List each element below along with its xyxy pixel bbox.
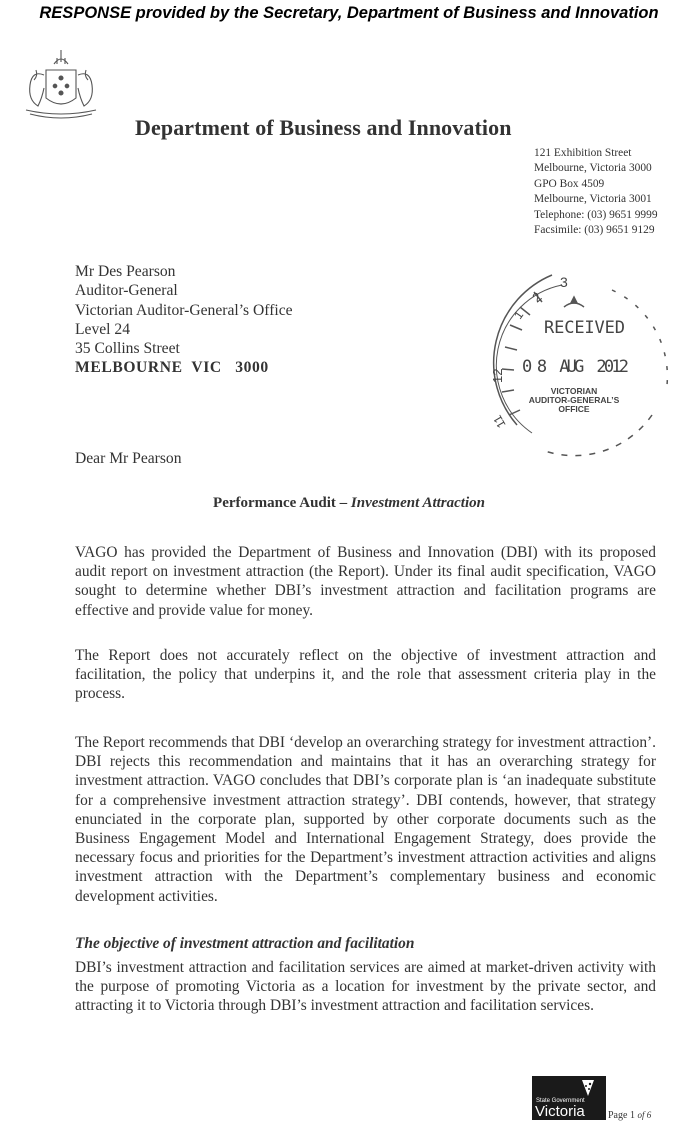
- body-paragraph: The Report recommends that DBI ‘develop an overarching strategy for investment attraction’. DBI rejects this recommendation and maintains that it has an overarching strategy for investment attraction. VAGO concludes that DBI’s corporate plan is ‘an inadequate substitute for a comprehensive investment attraction strategy’. DBI contends, however, that strategy enunciated in the corporate plan, supported by other corporate documents such as the Business Engagement Model and International Engagement Strategy, does provide the necessary focus and priorities for the Department’s investment attraction activities and aligns investment attraction with the Department’s complementary business and economic development activities.: [75, 734, 656, 905]
- logo-small-text: State Government: [536, 1098, 585, 1104]
- address-line: GPO Box 4509: [534, 177, 605, 190]
- response-banner: RESPONSE provided by the Secretary, Department of Business and Innovation: [39, 4, 659, 22]
- stamp-org-line: OFFICE: [558, 404, 590, 414]
- stamp-received: RECEIVED: [544, 318, 624, 338]
- page-label: Page 1: [608, 1110, 635, 1121]
- recipient-line: Mr Des Pearson: [75, 263, 176, 280]
- stamp-org-line: VICTORIAN: [550, 386, 598, 396]
- coat-of-arms-logo: [16, 40, 106, 122]
- recipient-line: Victorian Auditor-General’s Office: [75, 301, 293, 319]
- victoria-government-logo: [532, 1076, 606, 1120]
- logo-word: Victoria: [535, 1103, 585, 1120]
- subject-title: Investment Attraction: [350, 495, 485, 511]
- address-line: 121 Exhibition Street: [534, 147, 632, 159]
- stamp-dial-number: 1: [510, 308, 527, 322]
- department-title: Department of Business and Innovation: [135, 115, 512, 140]
- stamp-dial-number: 2: [529, 289, 545, 306]
- stamp-org-line: AUDITOR-GENERAL’S: [528, 395, 620, 405]
- recipient-address: [75, 262, 293, 378]
- recipient-line: Level 24: [75, 320, 130, 338]
- recipient-city: MELBOURNE VIC 3000: [75, 359, 269, 377]
- stamp-date: 0 8 AUG 2012: [522, 357, 628, 377]
- address-line: Melbourne, Victoria 3000: [534, 162, 652, 175]
- recipient-line: Auditor-General: [75, 282, 178, 300]
- stamp-dial-number: 12: [490, 368, 505, 383]
- body-paragraph: VAGO has provided the Department of Business and Innovation (DBI) with its proposed audit report on investment attraction (the Report). Under its final audit specification, VAGO sought to determine whether DBI’s investment attraction and facilitation programs are effective and provide value for money.: [75, 544, 656, 619]
- received-stamp: [462, 255, 680, 470]
- address-line: Melbourne, Victoria 3001: [534, 193, 652, 206]
- body-paragraph: The Report does not accurately reflect on the objective of investment attraction and facilitation, the policy that underpins it, and the role that assessment criteria play in the process.: [75, 647, 656, 703]
- stamp-dial-number: 11: [490, 412, 509, 431]
- stamp-dial-number: 3: [560, 274, 568, 290]
- page-of: of 6: [637, 1110, 652, 1120]
- salutation: Dear Mr Pearson: [75, 450, 182, 467]
- address-line: Facsimile: (03) 9651 9129: [534, 224, 655, 237]
- letterhead-address: [534, 146, 658, 238]
- section-heading: The objective of investment attraction and facilitation: [75, 935, 415, 952]
- recipient-line: 35 Collins Street: [75, 340, 180, 358]
- section-paragraph: DBI’s investment attraction and facilitation services are aimed at market-driven activity with the purpose of promoting Victoria as a location for investment by the private sector, and attracting it to Victoria through DBI’s investment attraction and facilitation services.: [75, 959, 656, 1015]
- page-number: [608, 1110, 651, 1121]
- address-line: Telephone: (03) 9651 9999: [534, 208, 658, 221]
- subject-line: [0, 495, 698, 512]
- subject-prefix: Performance Audit –: [213, 495, 351, 511]
